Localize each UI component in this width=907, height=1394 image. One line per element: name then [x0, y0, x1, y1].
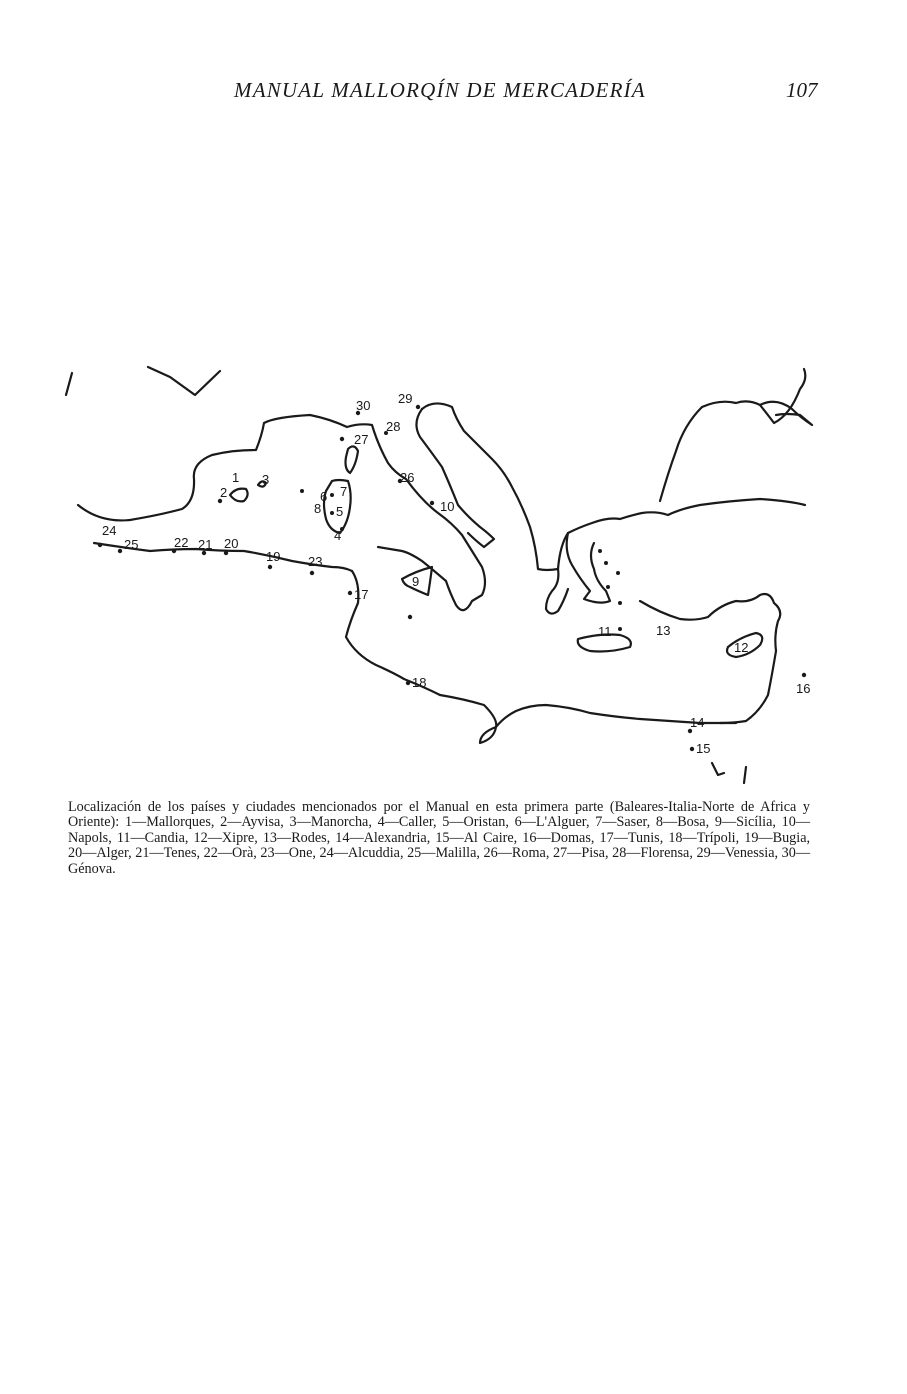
map-label-30: 30 [356, 398, 371, 413]
coast-iberia-north [66, 373, 72, 395]
caption-legend-item: 26—Roma [483, 845, 546, 862]
caption-legend-item: 23—One [260, 845, 313, 862]
caption-legend-item: 5—Oristan [442, 814, 506, 831]
map-label-17: 17 [354, 587, 369, 602]
caption-legend-item: 1—Mallorques [124, 814, 211, 831]
coast-north-main [78, 415, 485, 610]
map-label-22: 22 [174, 535, 189, 550]
caption-legend-item: 21—Tenes [135, 845, 197, 862]
coast-black-sea [660, 369, 805, 501]
caption-legend-item: 12—Xipre [193, 829, 255, 846]
caption-legend-item: 29—Venessia [696, 845, 775, 862]
caption-legend-list: 1—Mallorques, 2—Ayvisa, 3—Manorcha, 4—Caller, 5—Oristan, 6—L'Alguer, 7—Saser, 8—Bosa, 9—Sicília, 10—Napols, 11—Candia, 12—Xipre, 13—Rodes, 14—Alexandria, 15—Al Caire, 16—Domas, 17—Tunis, 18—Trípoli, 19—Bugia, 20—Alger, 21—Tenes, 22—Orà, 23—One, 24—Alcuddia, 25—Malilla, 26—Roma, 27—Pisa, 28—Florensa, 29—Venessia, 30—Génova [68, 814, 811, 877]
map-drawing [60, 355, 850, 795]
caption-legend-item: 25—Malilla [407, 845, 477, 862]
map-label-16: 16 [796, 681, 811, 696]
caption-legend-item: 10—Napols [68, 814, 811, 846]
caption-intro: Localización de los países y ciudades mencionados por el Manual en esta primera parte (Baleares-Italia-Norte de Africa y Oriente): [68, 799, 810, 831]
map-label-9: 9 [412, 574, 420, 589]
map-label-18: 18 [412, 675, 427, 690]
map-label-19: 19 [266, 549, 281, 564]
map-label-20: 20 [224, 536, 239, 551]
map-label-4: 4 [334, 528, 342, 543]
map-label-12: 12 [734, 640, 749, 655]
page-header [0, 78, 907, 108]
caption-legend-item: 18—Trípoli [668, 829, 736, 846]
caption-legend-item: 2—Ayvisa [220, 814, 281, 831]
coast-aegean-west [567, 533, 610, 603]
map-label-1: 1 [232, 470, 240, 485]
caption-legend-item: 30—Génova [68, 845, 810, 877]
island-corsica [346, 446, 359, 473]
map-label-10: 10 [440, 499, 455, 514]
map-caption: Localización de los países y ciudades mencionados por el Manual en esta primera parte (Baleares-Italia-Norte de Africa y Oriente): 1—Mallorques, 2—Ayvisa, 3—Manorcha, 4—Caller, 5—Oristan, 6—L'Alguer, 7—Saser, 8—Bosa, 9—Sicília, 10—Napols, 11—Candia, 12—Xipre, 13—Rodes, 14—Alexandria, 15—Al Caire, 16—Domas, 17—Tunis, 18—Trípoli, 19—Bugia, 20—Alger, 21—Tenes, 22—Orà, 23—One, 24—Alcuddia, 25—Malilla, 26—Roma, 27—Pisa, 28—Florensa, 29—Venessia, 30—Génova. [68, 799, 811, 877]
caption-legend-item: 20—Alger [68, 845, 129, 862]
map-label-13: 13 [656, 623, 671, 638]
map-label-27: 27 [354, 432, 369, 447]
caption-legend-item: 3—Manorcha [289, 814, 369, 831]
island-mallorca [230, 489, 248, 502]
coast-greece [558, 499, 805, 569]
mediterranean-map [60, 355, 850, 795]
caption-legend-item: 28—Florensa [612, 845, 690, 862]
map-label-14: 14 [690, 715, 705, 730]
coast-iberia-north-bay [148, 367, 220, 395]
river-nile-1 [712, 763, 724, 775]
caption-legend-item: 4—Caller [377, 814, 433, 831]
caption-legend-item: 7—Saser [595, 814, 647, 831]
map-label-5: 5 [336, 504, 344, 519]
map-label-6: 6 [320, 489, 328, 504]
map-label-11: 11 [598, 624, 612, 639]
running-title: MANUAL MALLORQÍN DE MERCADERÍA [234, 78, 646, 102]
caption-legend-item: 24—Alcuddia [319, 845, 400, 862]
map-label-7: 7 [340, 484, 348, 499]
map-label-25: 25 [124, 537, 139, 552]
page-number: 107 [786, 78, 818, 102]
coast-levant [720, 651, 776, 723]
caption-legend-item: 6—L'Alguer [514, 814, 586, 831]
map-label-15: 15 [696, 741, 711, 756]
map-label-24: 24 [102, 523, 117, 538]
caption-legend-item: 14—Alexandria [335, 829, 427, 846]
map-label-28: 28 [386, 419, 401, 434]
caption-legend-item: 15—Al Caire [435, 829, 514, 846]
map-label-8: 8 [314, 501, 322, 516]
river-nile-2 [744, 767, 746, 783]
caption-legend-item: 11—Candia [116, 829, 185, 846]
caption-legend-item: 13—Rodes [262, 829, 327, 846]
caption-legend-item: 27—Pisa [552, 845, 605, 862]
map-label-23: 23 [308, 554, 323, 569]
caption-legend-item: 22—Orà [203, 845, 254, 862]
map-label-2: 2 [220, 485, 228, 500]
map-label-3: 3 [262, 472, 270, 487]
caption-legend-item: 9—Sicília [714, 814, 773, 831]
map-label-26: 26 [400, 470, 415, 485]
caption-legend-item: 17—Tunis [599, 829, 660, 846]
map-label-29: 29 [398, 391, 413, 406]
caption-legend-item: 19—Bugia [744, 829, 807, 846]
caption-legend-item: 16—Domas [522, 829, 591, 846]
map-label-21: 21 [198, 537, 213, 552]
caption-legend-item: 8—Bosa [655, 814, 706, 831]
